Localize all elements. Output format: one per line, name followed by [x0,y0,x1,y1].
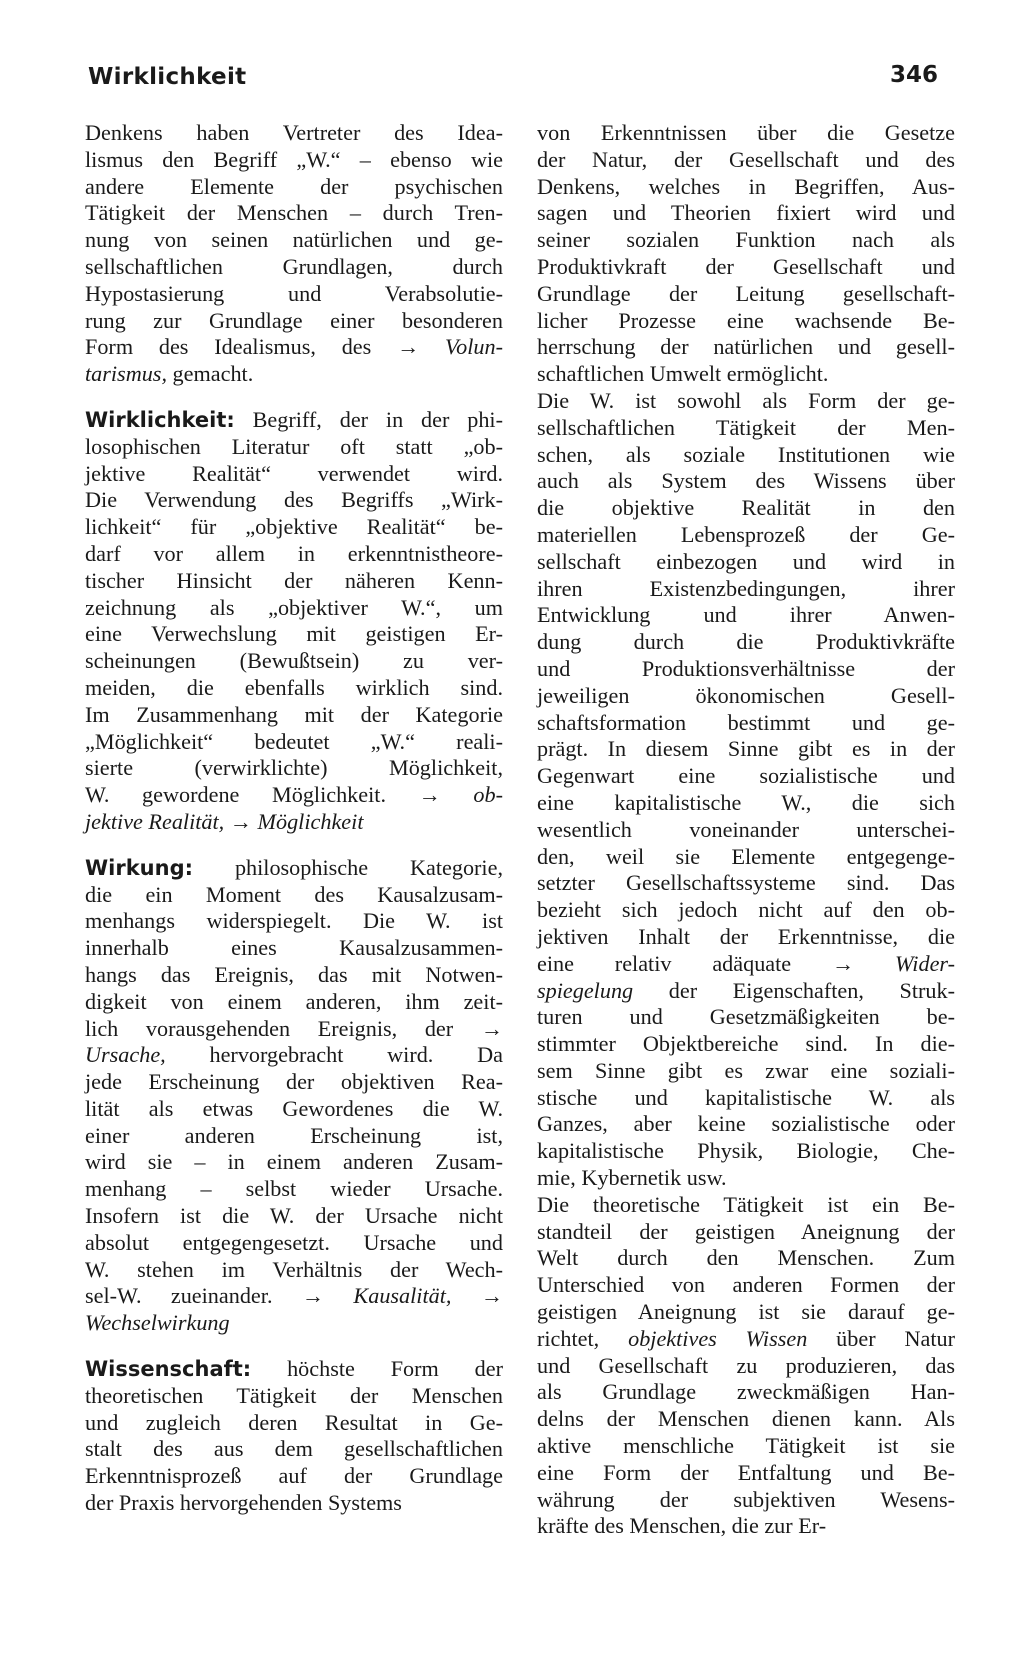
text-line [85,1230,503,1257]
text-run: gemacht. [167,361,254,387]
text-line [85,1042,503,1069]
text-run: absolut entgegengesetzt. Ursache und [85,1229,503,1255]
text-run: jeweiligen ökonomischen Gesell- [537,682,955,708]
text-run: andere Elemente der psychischen [85,173,503,199]
text-line [85,675,503,702]
text-line [85,227,503,254]
text-line [85,935,503,962]
cross-reference: objektives Wissen [628,1325,808,1351]
text-run: kapitalistische Physik, Biologie, Che- [537,1138,955,1164]
text-run: eine kapitalistische W., die sich [537,789,955,815]
text-run: höchste Form der [251,1356,503,1382]
text-run: darf vor allem in erkenntnistheore- [85,540,503,566]
text-line [537,442,955,469]
text-line [85,962,503,989]
text-run: als Grundlage zweckmäßigen Han- [537,1379,955,1405]
text-line [85,1310,503,1337]
text-run: stimmter Objektbereiche sind. In die- [537,1031,955,1057]
cross-reference: Ursache, [85,1042,166,1068]
text-run: sierte (verwirklichte) Möglichkeit, [85,755,503,781]
text-run: sagen und Theorien fixiert wird und [537,200,955,226]
running-header-title: Wirklichkeit [88,64,247,90]
text-run: Grundlage der Leitung gesellschaft- [537,280,955,306]
paragraph-gap [85,836,503,855]
cross-reference: spiegelung [537,977,634,1003]
text-line [537,334,955,361]
text-run: sel-W. zueinander. [85,1283,302,1309]
text-line [85,648,503,675]
text-line [85,1176,503,1203]
text-run: innerhalb eines Kausalzusammen- [85,935,503,961]
text-run: sellschaftlichen Grundlagen, durch [85,253,503,279]
text-line [537,120,955,147]
text-run: und Gesellschaft zu produzieren, das [537,1352,955,1378]
text-run: philosophische Kategorie, [193,854,503,880]
text-run: Die Verwendung des Begriffs „Wirk- [85,487,503,513]
text-run: aktive menschliche Tätigkeit ist sie [537,1433,955,1459]
text-line [85,809,503,836]
text-run: der Natur, der Gesellschaft und des [537,146,955,172]
text-run: Gegenwart eine sozialistische und [537,763,955,789]
text-run: Form des Idealismus, des [85,334,398,360]
text-line [85,1016,503,1043]
left-text-column [85,120,503,1517]
text-line [85,1257,503,1284]
text-line [85,461,503,488]
cross-reference-arrow-icon: → [301,1283,325,1309]
text-line [85,1283,503,1310]
cross-reference-arrow-icon: → [480,1283,503,1309]
text-run: Entwicklung und ihrer Anwen- [537,602,955,628]
text-line [537,1192,955,1219]
text-line [85,729,503,756]
text-line [537,1513,955,1540]
text-line [537,763,955,790]
text-line [85,1410,503,1437]
text-run: scheinungen (Bewußtsein) zu ver- [85,648,503,674]
text-run: rung zur Grundlage einer besonderen [85,307,503,333]
text-line [85,1203,503,1230]
text-run: wesentlich voneinander unterschei- [537,816,955,842]
text-line [85,308,503,335]
text-line [537,951,955,978]
text-run: losophischen Literatur oft statt „ob- [85,433,503,459]
text-run: und zugleich deren Resultat in Ge- [85,1409,503,1435]
text-line [537,790,955,817]
text-line [537,174,955,201]
right-text-column [537,120,955,1540]
text-run: über Natur [807,1325,955,1351]
text-line [537,1111,955,1138]
text-line [537,254,955,281]
cross-reference-arrow-icon: → [229,808,252,834]
text-run: Die theoretische Tätigkeit ist ein Be- [537,1191,955,1217]
text-run: jektive Realität“ verwendet wird. [85,460,503,486]
text-line [537,924,955,951]
text-line [537,817,955,844]
text-run: Ganzes, aber keine sozialistische oder [537,1111,955,1137]
text-line [537,1326,955,1353]
text-run: geistigen Aneignung ist sie darauf ge- [537,1299,955,1325]
text-line [537,361,955,388]
cross-reference: Volun- [419,334,503,360]
text-run: lich vorausgehenden Ereignis, der [85,1015,481,1041]
text-line [537,468,955,495]
cross-reference: Kausalität, [324,1283,481,1309]
text-run: setzter Gesellschaftssysteme sind. Das [537,870,955,896]
cross-reference-arrow-icon: → [397,334,420,360]
text-line [85,702,503,729]
text-line [537,1433,955,1460]
text-line [85,1436,503,1463]
cross-reference: Möglichkeit [251,808,364,834]
cross-reference-arrow-icon: → [832,950,855,976]
text-run: materiellen Lebensprozeß der Ge- [537,521,955,547]
cross-reference: ob- [440,782,503,808]
paragraph-gap [85,1337,503,1356]
text-run: schaftsformation bestimmt und ge- [537,709,955,735]
text-line [85,755,503,782]
text-run: lität als etwas Gewordenes die W. [85,1095,503,1121]
text-line [537,1299,955,1326]
text-run: Denkens, welches in Begriffen, Aus- [537,173,955,199]
text-run: kräfte des Menschen, die zur Er- [537,1513,827,1539]
text-run: Unterschied von anderen Formen der [537,1272,955,1298]
paragraph-gap [85,388,503,407]
text-run: herrschung der natürlichen und gesell- [537,334,955,360]
text-run: hangs das Ereignis, das mit Notwen- [85,961,503,987]
text-line [537,388,955,415]
text-line [537,522,955,549]
text-run: Im Zusammenhang mit der Kategorie [85,701,503,727]
text-line [85,855,503,882]
text-line [85,200,503,227]
text-line [85,174,503,201]
text-line [537,1031,955,1058]
cross-reference: Wechselwirkung [85,1310,230,1336]
text-line [537,495,955,522]
text-run: eine Verwechslung mit geistigen Er- [85,621,503,647]
text-line [537,549,955,576]
text-line [85,882,503,909]
cross-reference: jektive Realität, [85,808,230,834]
text-line [537,227,955,254]
text-line [85,487,503,514]
text-run: währung der subjektiven Wesens- [537,1486,955,1512]
cross-reference: Wider- [854,950,955,976]
text-line [537,1379,955,1406]
text-run: von Erkenntnissen über die Gesetze [537,120,955,145]
text-line [85,1096,503,1123]
text-run: W. gewordene Möglichkeit. [85,782,419,808]
text-run: richtet, [537,1325,629,1351]
text-run: menhangs widerspiegelt. Die W. ist [85,908,503,934]
text-line [85,1069,503,1096]
text-line [85,989,503,1016]
text-line [85,782,503,809]
text-line [85,254,503,281]
text-line [85,541,503,568]
text-line [85,361,503,388]
text-run: auch als System des Wissens über [537,468,955,494]
text-line [537,1245,955,1272]
text-line [537,1058,955,1085]
text-line [537,1219,955,1246]
text-run: Produktivkraft der Gesellschaft und [537,253,955,279]
text-run: eine Form der Entfaltung und Be- [537,1459,955,1485]
text-run: einer anderen Erscheinung ist, [85,1122,503,1148]
text-run: Denkens haben Vertreter des Idea- [85,120,503,145]
text-run: Insofern ist die W. der Ursache nicht [85,1203,503,1229]
text-line [85,407,503,434]
text-run: die ein Moment des Kausalzusam- [85,881,503,907]
text-run: und Produktionsverhältnisse der [537,655,955,681]
text-run: sellschaftlichen Tätigkeit der Men- [537,414,955,440]
text-run: lismus den Begriff „W.“ – ebenso wie [85,146,503,172]
text-line [537,308,955,335]
text-line [85,514,503,541]
text-line [537,870,955,897]
text-line [537,1165,955,1192]
text-line [537,1272,955,1299]
text-run: stalt des aus dem gesellschaftlichen [85,1436,503,1462]
text-line [537,1487,955,1514]
text-run: ihren Existenzbedingungen, ihrer [537,575,955,601]
text-line [85,568,503,595]
text-run: jektiven Inhalt der Erkenntnisse, die [537,923,955,949]
text-line [85,1383,503,1410]
text-run: sem Sinne gibt es zwar eine soziali- [537,1057,955,1083]
text-run: Die W. ist sowohl als Form der ge- [537,387,955,413]
text-line [85,1356,503,1383]
text-line [537,147,955,174]
text-run: der Eigenschaften, Struk- [633,977,955,1003]
text-line [85,1123,503,1150]
text-run: Hypostasierung und Verabsolutie- [85,280,503,306]
text-run: jede Erscheinung der objektiven Rea- [85,1069,503,1095]
cross-reference-arrow-icon: → [480,1015,503,1041]
text-run: der Praxis hervorgehenden Systems [85,1490,402,1516]
text-run: Begriff, der in der phi- [234,406,503,432]
text-run: prägt. In diesem Sinne gibt es in der [537,736,955,762]
text-run: theoretischen Tätigkeit der Menschen [85,1382,503,1408]
text-line [537,200,955,227]
text-run: turen und Gesetzmäßigkeiten be- [537,1004,955,1030]
text-line [537,1406,955,1433]
text-line [537,897,955,924]
text-line [85,1149,503,1176]
text-run: hervorgebracht wird. Da [165,1042,503,1068]
text-line [537,683,955,710]
text-run: wird sie – in einem anderen Zusam- [85,1149,503,1175]
text-run: licher Prozesse eine wachsende Be- [537,307,955,333]
text-line [85,595,503,622]
cross-reference-arrow-icon: → [418,782,441,808]
text-run: zeichnung als „objektiver W.“, um [85,594,503,620]
text-run: Erkenntnisprozeß auf der Grundlage [85,1463,503,1489]
text-run: standteil der geistigen Aneignung der [537,1218,955,1244]
text-line [537,576,955,603]
text-line [537,1004,955,1031]
text-line [85,621,503,648]
text-run: meiden, die ebenfalls wirklich sind. [85,674,503,700]
entry-headword: Wirkung: [85,855,194,880]
text-line [537,1460,955,1487]
text-line [85,120,503,147]
text-line [537,629,955,656]
text-run: sellschaft einbezogen und wird in [537,548,955,574]
text-run: den, weil sie Elemente entgegenge- [537,843,955,869]
text-run: dung durch die Produktivkräfte [537,629,955,655]
text-run: seiner sozialen Funktion nach als [537,227,955,253]
text-line [537,978,955,1005]
text-line [537,415,955,442]
text-run: digkeit von einem anderen, ihm zeit- [85,988,503,1014]
page-number: 346 [890,62,939,88]
text-run: W. stehen im Verhältnis der Wech- [85,1256,503,1282]
text-line [85,334,503,361]
text-line [85,908,503,935]
cross-reference: tarismus, [85,361,167,387]
entry-headword: Wissenschaft: [85,1357,252,1382]
text-line [85,281,503,308]
text-run: Welt durch den Menschen. Zum [537,1245,955,1271]
text-run: bezieht sich jedoch nicht auf den ob- [537,897,955,923]
text-line [537,1138,955,1165]
text-line [537,736,955,763]
text-run: tischer Hinsicht der näheren Kenn- [85,567,503,593]
text-line [537,1353,955,1380]
text-run: schaftlichen Umwelt ermöglicht. [537,361,829,387]
text-line [537,281,955,308]
text-run: schen, als soziale Institutionen wie [537,441,955,467]
text-run: Tätigkeit der Menschen – durch Tren- [85,200,503,226]
text-run: „Möglichkeit“ bedeutet „W.“ reali- [85,728,503,754]
text-line [85,147,503,174]
text-line [537,602,955,629]
text-run: die objektive Realität in den [537,495,955,521]
text-run: lichkeit“ für „objektive Realität“ be- [85,514,503,540]
text-run: delns der Menschen dienen kann. Als [537,1406,955,1432]
text-run: nung von seinen natürlichen und ge- [85,227,503,253]
text-run: stische und kapitalistische W. als [537,1084,955,1110]
text-line [537,1085,955,1112]
text-line [537,844,955,871]
entry-headword: Wirklichkeit: [85,407,235,432]
text-run: mie, Kybernetik usw. [537,1165,727,1191]
text-run: eine relativ adäquate [537,950,833,976]
text-line [85,1463,503,1490]
text-line [85,1490,503,1517]
text-line [85,434,503,461]
text-run: menhang – selbst wieder Ursache. [85,1176,503,1202]
text-line [537,656,955,683]
text-line [537,710,955,737]
